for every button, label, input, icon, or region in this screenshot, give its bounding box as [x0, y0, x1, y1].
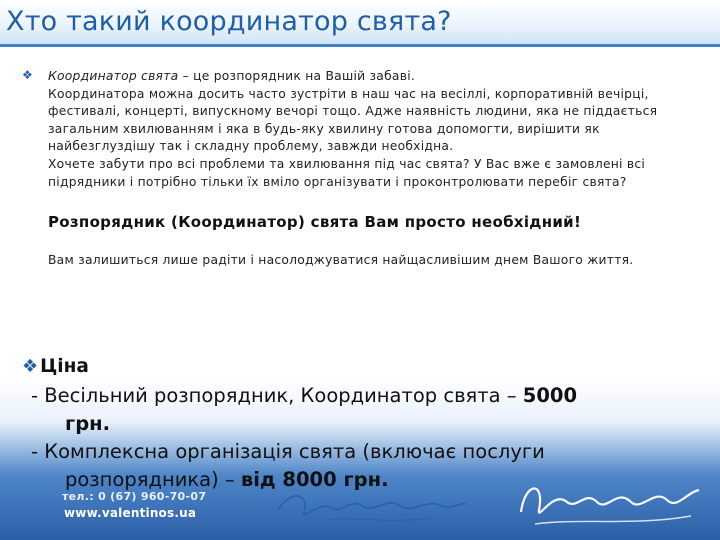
price-heading-label: Ціна: [40, 356, 89, 377]
slide-title: Хто такий координатор свята?: [6, 6, 452, 37]
title-bar: [0, 0, 720, 47]
footer-phone: тел.: 0 (67) 960-70-07: [62, 490, 207, 503]
price-heading: [22, 356, 89, 377]
price-line-1-cont: [31, 410, 701, 438]
price-line-1-value: 5000: [522, 384, 578, 407]
intro-line: Координатора можна досить часто зустріти в наш час на весіллі, корпоративній вечірці, фестивалі, концерті, випускному вечорі тощо. Адже наявність людини, яка не піддається загальним хвилюванням і яка в будь-яку хвилину готова допомогти, вирішити як найбезглуздішу так і складну проблему, завжди необхідна.: [48, 86, 658, 154]
price-line-2: - Комплексна організація свята (включає послуги: [31, 440, 545, 463]
price-line-1-text: - Весільний розпорядник, Координатор свята –: [31, 384, 523, 407]
price-line-1: [31, 382, 701, 410]
intro-definition: [48, 68, 698, 86]
footer-website[interactable]: www.valentinos.ua: [64, 506, 197, 520]
intro-definition-text: – це розпорядник на Вашій забаві.: [178, 69, 416, 83]
diamond-bullet-icon: ❖: [22, 356, 39, 377]
intro-block: [48, 68, 698, 270]
tagline-signature: [270, 480, 470, 530]
brand-logo-signature: [515, 472, 705, 532]
price-line-2-prefix: розпорядника) –: [65, 468, 241, 491]
intro-term: Координатор свята: [48, 69, 179, 83]
price-line-1-currency: грн.: [65, 412, 111, 435]
intro-bold-line: Розпорядник (Координатор) свята Вам просто необхідний!: [48, 213, 582, 232]
intro-line: Хочете забути про всі проблеми та хвилювання під час свята? У Вас вже є замовлені всі підрядники і потрібно тільки їх вміло організувати і проконтролювати перебіг свята?: [48, 156, 646, 189]
price-line-2-value: від 8000 грн.: [240, 468, 389, 491]
diamond-bullet-icon: ❖: [22, 68, 33, 82]
intro-closing: Вам залишиться лише радіти і насолоджуватися найщасливішим днем Вашого життя.: [48, 253, 634, 268]
